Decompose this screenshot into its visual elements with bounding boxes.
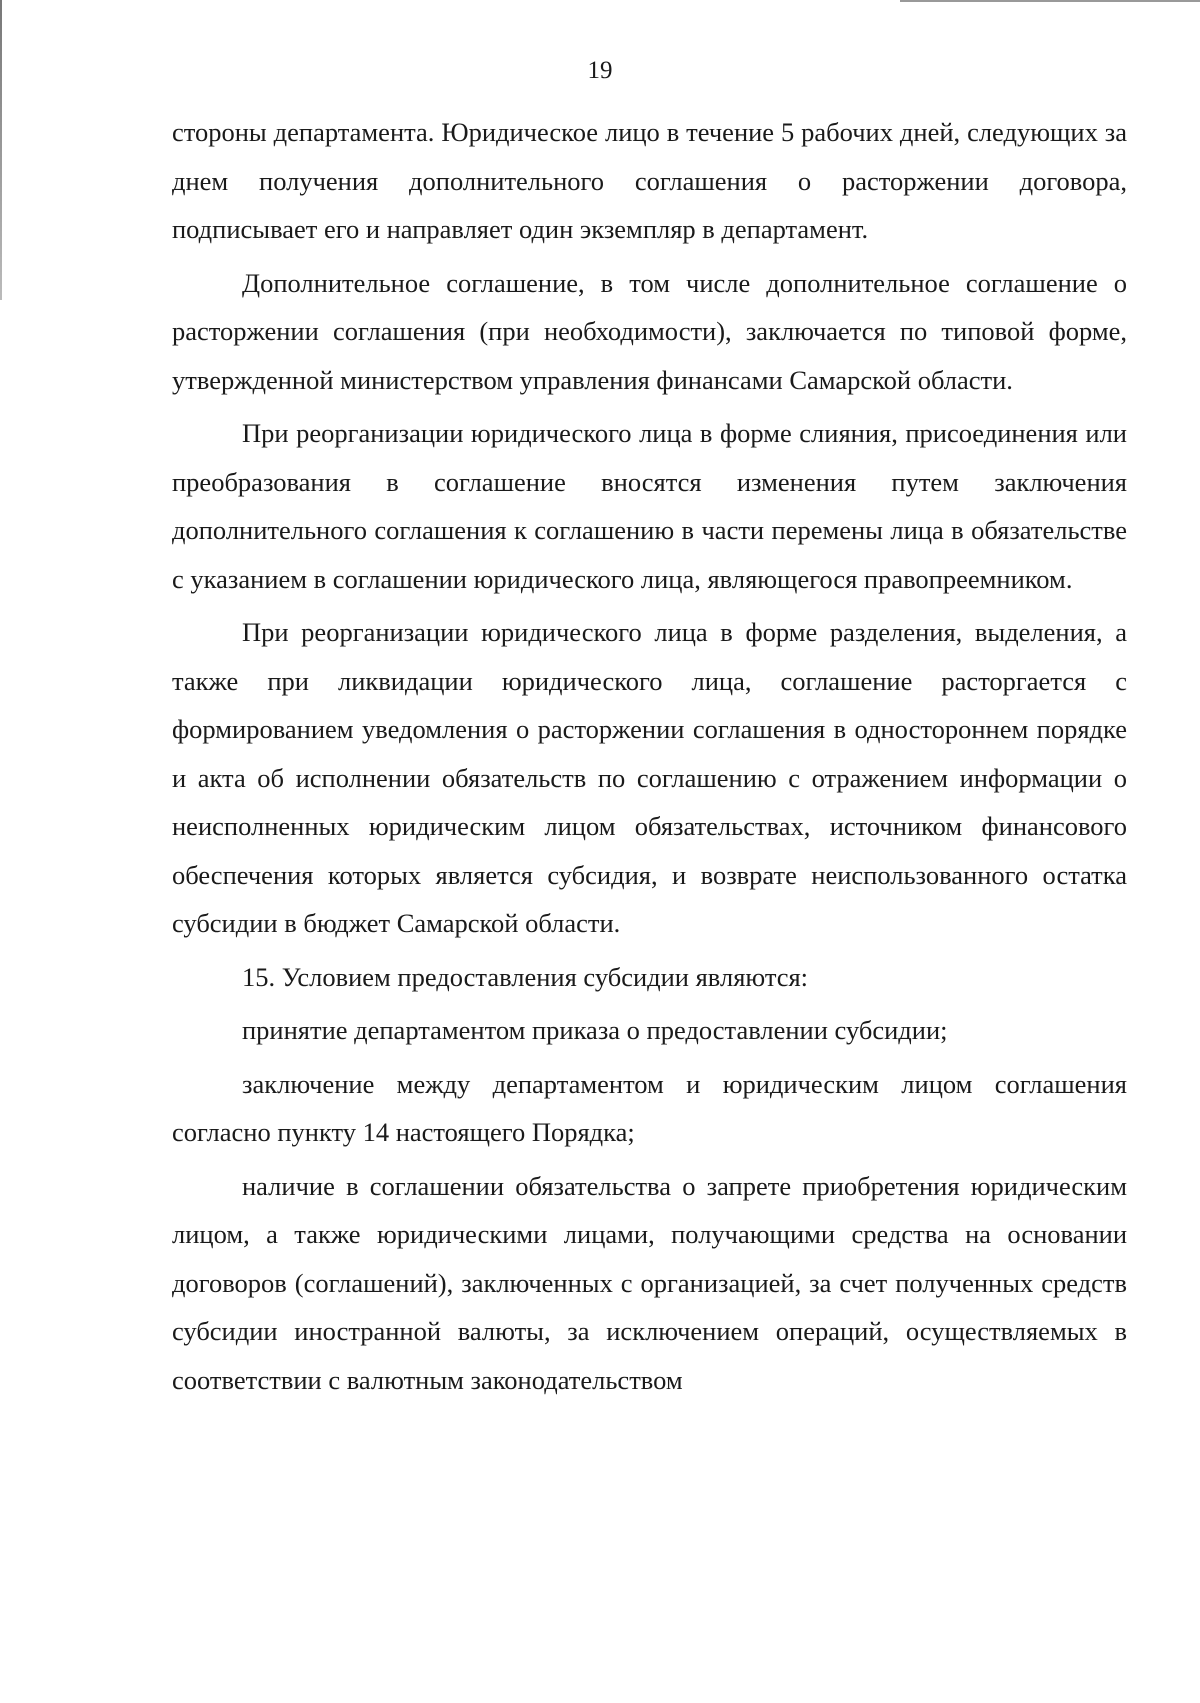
paragraph-additional-agreement: Дополнительное соглашение, в том числе дополнительное соглашение о расторжении соглашения (при необходимости), заключается по типовой форме, утвержденной министерством управления финансами Самарской области. xyxy=(172,267,1127,395)
paragraph-continuation: стороны департамента. Юридическое лицо в течение 5 рабочих дней, следующих за днем получения дополнительного соглашения о расторжении договора, подписывает его и направляет один экземпляр в департамент. xyxy=(172,117,1127,244)
paragraph-condition-currency: наличие в соглашении обязательства о запрете приобретения юридическим лицом, а также юридическими лицами, получающими средства на основании договоров (соглашений), заключенных с организацией, за счет полученных средств субсидии иностранной валюты, за исключением операций, осуществляемых в соответствии с валютным законодательством xyxy=(172,1170,1127,1395)
paragraph-condition-agreement: заключение между департаментом и юридическим лицом соглашения согласно пункту 14 настоящего Порядка; xyxy=(172,1068,1127,1147)
paragraph-condition-order: принятие департаментом приказа о предоставлении субсидии; xyxy=(242,1015,948,1045)
paragraph-reorganization-division: При реорганизации юридического лица в форме разделения, выделения, а также при ликвидации юридического лица, соглашение расторгается с формированием уведомления о расторжении соглашения в одностороннем порядке и акта об исполнении обязательств по соглашению с отражением информации о неисполненных юридическим лицом обязательствах, источником финансового обеспечения которых является субсидия, и возврате неиспользованного остатка субсидии в бюджет Самарской области. xyxy=(172,617,1127,938)
paragraph-section-15-heading: 15. Условием предоставления субсидии являются: xyxy=(242,961,809,992)
document-body xyxy=(172,108,1127,1404)
scan-edge-left xyxy=(0,0,2,300)
scan-edge-top xyxy=(900,0,1200,2)
page-number: 19 xyxy=(587,57,613,84)
paragraph-reorganization-merger: При реорганизации юридического лица в форме слияния, присоединения или преобразования в соглашение вносятся изменения путем заключения дополнительного соглашения к соглашению в части перемены лица в обязательстве с указанием в соглашении юридического лица, являющегося правопреемником. xyxy=(172,418,1127,594)
